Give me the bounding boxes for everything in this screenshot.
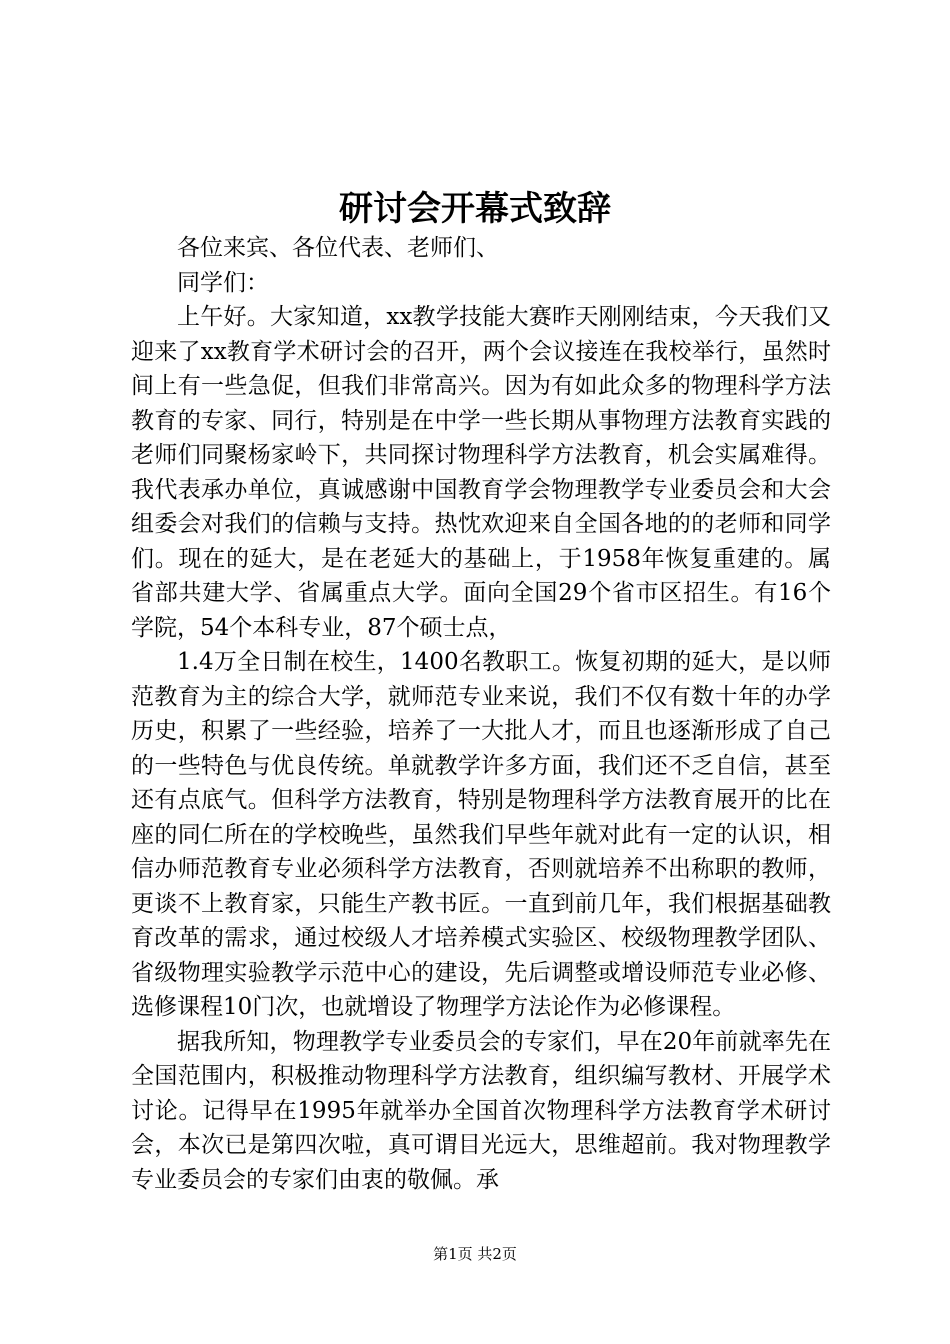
greeting-line: 同学们： bbox=[177, 269, 269, 296]
body-paragraph: 上午好。大家知道，xx教学技能大赛昨天刚刚结束，今天我们又迎来了xx教育学术研讨会的召开，两个会议接连在我校举行，虽然时间上有一些急促，但我们非常高兴。因为有如此众多的物理科学方法教育的专家、同行，特别是在中学一些长期从事物理方法教育实践的老师们同聚杨家岭下，共同探讨物理科学方法教育，机会实属难得。我代表承办单位，真诚感谢中国教育学会物理教学专业委员会和大会组委会对我们的信赖与支持。热忱欢迎来自全国各地的的老师和同学们。现在的延大，是在老延大的基础上，于1958年恢复重建的。属省部共建大学、省属重点大学。面向全国29个省市区招生。有16个学院，54个本科专业，87个硕士点， bbox=[131, 304, 831, 641]
document-title: 研讨会开幕式致辞 bbox=[339, 189, 611, 229]
page-number: 第1页 共2页 bbox=[433, 1245, 517, 1263]
body-paragraph: 1.4万全日制在校生，1400名教职工。恢复初期的延大，是以师范教育为主的综合大学，就师范专业来说，我们不仅有数十年的办学历史，积累了一些经验，培养了一大批人才，而且也逐渐形成了自己的一些特色与优良传统。单就教学许多方面，我们还不乏自信，甚至还有点底气。但科学方法教育，特别是物理科学方法教育展开的比在座的同仁所在的学校晚些，虽然我们早些年就对此有一定的认识，相信办师范教育专业必须科学方法教育，否则就培养不出称职的教师，更谈不上教育家，只能生产教书匠。一直到前几年，我们根据基础教育改革的需求，通过校级人才培养模式实验区、校级物理教学团队、省级物理实验教学示范中心的建设，先后调整或增设师范专业必修、选修课程10门次，也就增设了物理学方法论作为必修课程。 bbox=[131, 649, 831, 1020]
greeting-line: 各位来宾、各位代表、老师们、 bbox=[177, 235, 499, 261]
body-paragraph: 据我所知，物理教学专业委员会的专家们，早在20年前就率先在全国范围内，积极推动物理科学方法教育，组织编写教材、开展学术讨论。记得早在1995年就举办全国首次物理科学方法教育学术研讨会，本次已是第四次啦，真可谓目光远大，思维超前。我对物理教学专业委员会的专家们由衷的敬佩。承 bbox=[131, 1028, 831, 1193]
document-body bbox=[131, 231, 831, 1197]
